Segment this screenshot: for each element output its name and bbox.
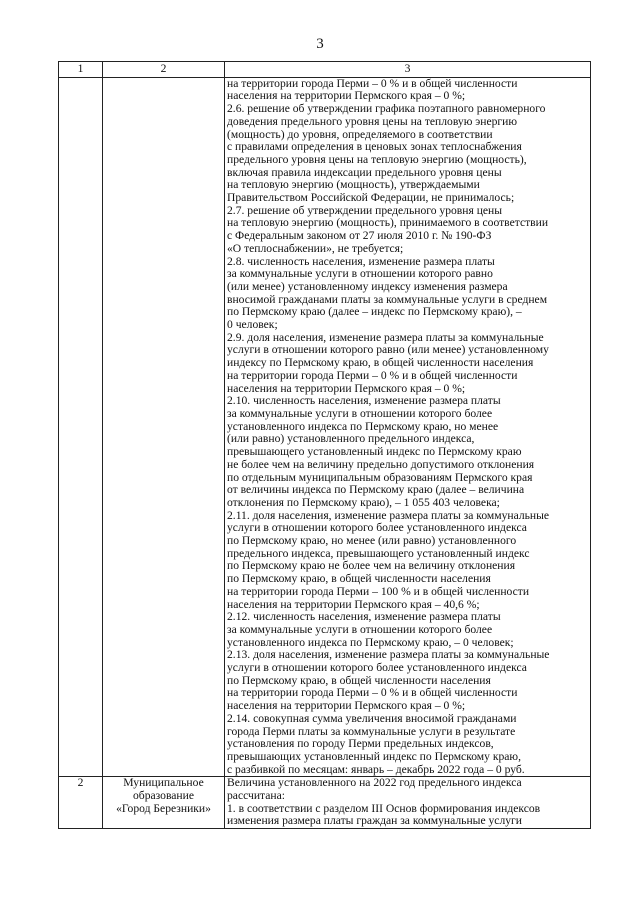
text-line: превышающих установленный индекс по Пермскому краю,: [227, 749, 521, 763]
table-row: [59, 77, 591, 777]
column-header-3: 3: [225, 62, 591, 78]
text-line: 2.8. численность населения, изменение размера платы: [227, 254, 495, 268]
text-line: по Пермскому краю, в общей численности населения: [227, 673, 491, 687]
column-header-1: 1: [59, 62, 103, 78]
text-line: населения на территории Пермского края – 40,6 %;: [227, 597, 480, 611]
text-line: с разбивкой по месяцам: январь – декабрь 2022 года – 0 руб.: [227, 762, 525, 776]
text-line: установления по городу Перми предельных индексов,: [227, 737, 494, 751]
text-line: (или менее) установленному индексу изменения размера: [227, 279, 508, 293]
organization-line: Муниципальное: [123, 776, 204, 790]
text-line: на территории города Перми – 0 % и в общей численности: [227, 368, 518, 382]
text-line: доведения предельного уровня цены на тепловую энергию: [227, 114, 518, 128]
text-line: 2.13. доля населения, изменение размера платы за коммунальные: [227, 648, 550, 662]
text-line: за коммунальные услуги в отношении которого равно: [227, 267, 493, 281]
text-line: на территории города Перми – 0 % и в общей численности: [227, 686, 518, 700]
row2-number-cell: 2: [59, 777, 103, 829]
text-line: 2.7. решение об утверждении предельного уровня цены: [227, 203, 503, 217]
text-line: установленного индекса по Пермскому краю, но менее: [227, 419, 499, 433]
text-line: установленного индекса по Пермскому краю, – 0 человек;: [227, 635, 514, 649]
document-table: [58, 61, 591, 829]
text-line: за коммунальные услуги в отношении которого более: [227, 406, 493, 420]
text-line: отклонения по Пермскому краю), – 1 055 403 человека;: [227, 495, 500, 509]
row2-text-cell: [225, 777, 591, 829]
text-line: 2.9. доля населения, изменение размера платы за коммунальные: [227, 330, 544, 344]
text-line: «О теплоснабжении», не требуется;: [227, 241, 404, 255]
text-line: 2.6. решение об утверждении графика поэтапного равномерного: [227, 102, 546, 116]
text-line: населения на территории Пермского края – 0 %;: [227, 89, 466, 103]
text-line: (мощность) до уровня, определяемого в соответствии: [227, 127, 493, 141]
text-line: услуги в отношении которого более установленного индекса: [227, 661, 527, 675]
text-line: Правительством Российской Федерации, не принималось;: [227, 191, 515, 205]
text-line: с Федеральным законом от 27 июля 2010 г. № 190-ФЗ: [227, 229, 492, 243]
text-line: на территории города Перми – 100 % и в общей численности: [227, 584, 530, 598]
row2-organization-cell: [103, 777, 225, 829]
text-line: по Пермскому краю не более чем на величину отклонения: [227, 559, 516, 573]
text-line: по Пермскому краю (далее – индекс по Пермскому краю), –: [227, 305, 522, 319]
text-line: предельного уровня цены на тепловую энергию (мощность),: [227, 152, 527, 166]
text-line: рассчитана:: [227, 789, 285, 803]
text-line: 2.11. доля населения, изменение размера платы за коммунальные: [227, 508, 550, 522]
row1-text-cell: [225, 77, 591, 777]
text-line: на тепловую энергию (мощность), принимаемого в соответствии: [227, 216, 549, 230]
text-line: Величина установленного на 2022 год предельного индекса: [227, 776, 522, 790]
table-header-row: [59, 62, 591, 78]
page-number: 3: [316, 36, 324, 52]
row1-number-cell: [59, 77, 103, 777]
text-line: 0 человек;: [227, 318, 278, 332]
text-line: (или равно) установленного предельного индекса,: [227, 432, 475, 446]
text-line: по отдельным муниципальным образованиям Пермского края: [227, 470, 533, 484]
text-line: за коммунальные услуги в отношении которого более: [227, 622, 493, 636]
text-line: услуги в отношении которого более установленного индекса: [227, 521, 527, 535]
text-line: 1. в соответствии с разделом III Основ формирования индексов: [227, 801, 541, 815]
text-line: по Пермскому краю, в общей численности населения: [227, 572, 491, 586]
text-line: предельного индекса, превышающего установленный индекс: [227, 546, 530, 560]
text-line: 2.12. численность населения, изменение размера платы: [227, 610, 501, 624]
text-line: города Перми платы за коммунальные услуги в результате: [227, 724, 516, 738]
text-line: превышающего установленный индекс по Пермскому краю: [227, 445, 522, 459]
table-row: [59, 777, 591, 829]
column-header-2: 2: [103, 62, 225, 78]
text-line: с правилами определения в ценовых зонах теплоснабжения: [227, 140, 522, 154]
text-line: по Пермскому краю, но менее (или равно) установленного: [227, 534, 517, 548]
text-line: услуги в отношении которого равно (или менее) установленному: [227, 343, 549, 357]
row1-organization-cell: [103, 77, 225, 777]
text-line: от величины индекса по Пермскому краю (далее – величина: [227, 483, 525, 497]
text-line: на тепловую энергию (мощность), утверждаемыми: [227, 178, 480, 192]
text-line: 2.10. численность населения, изменение размера платы: [227, 394, 501, 408]
text-line: на территории города Перми – 0 % и в общей численности: [227, 76, 518, 90]
organization-line: образование: [133, 789, 194, 803]
text-line: индексу по Пермскому краю, в общей численности населения: [227, 356, 534, 370]
text-line: населения на территории Пермского края – 0 %;: [227, 699, 466, 713]
text-line: вносимой гражданами платы за коммунальные услуги в среднем: [227, 292, 548, 306]
text-line: населения на территории Пермского края – 0 %;: [227, 381, 466, 395]
organization-line: «Город Березники»: [116, 801, 211, 815]
text-line: не более чем на величину предельно допустимого отклонения: [227, 457, 535, 471]
text-line: изменения размера платы граждан за коммунальные услуги: [227, 814, 522, 828]
text-line: 2.14. совокупная сумма увеличения вносимой гражданами: [227, 711, 517, 725]
text-line: включая правила индексации предельного уровня цены: [227, 165, 502, 179]
